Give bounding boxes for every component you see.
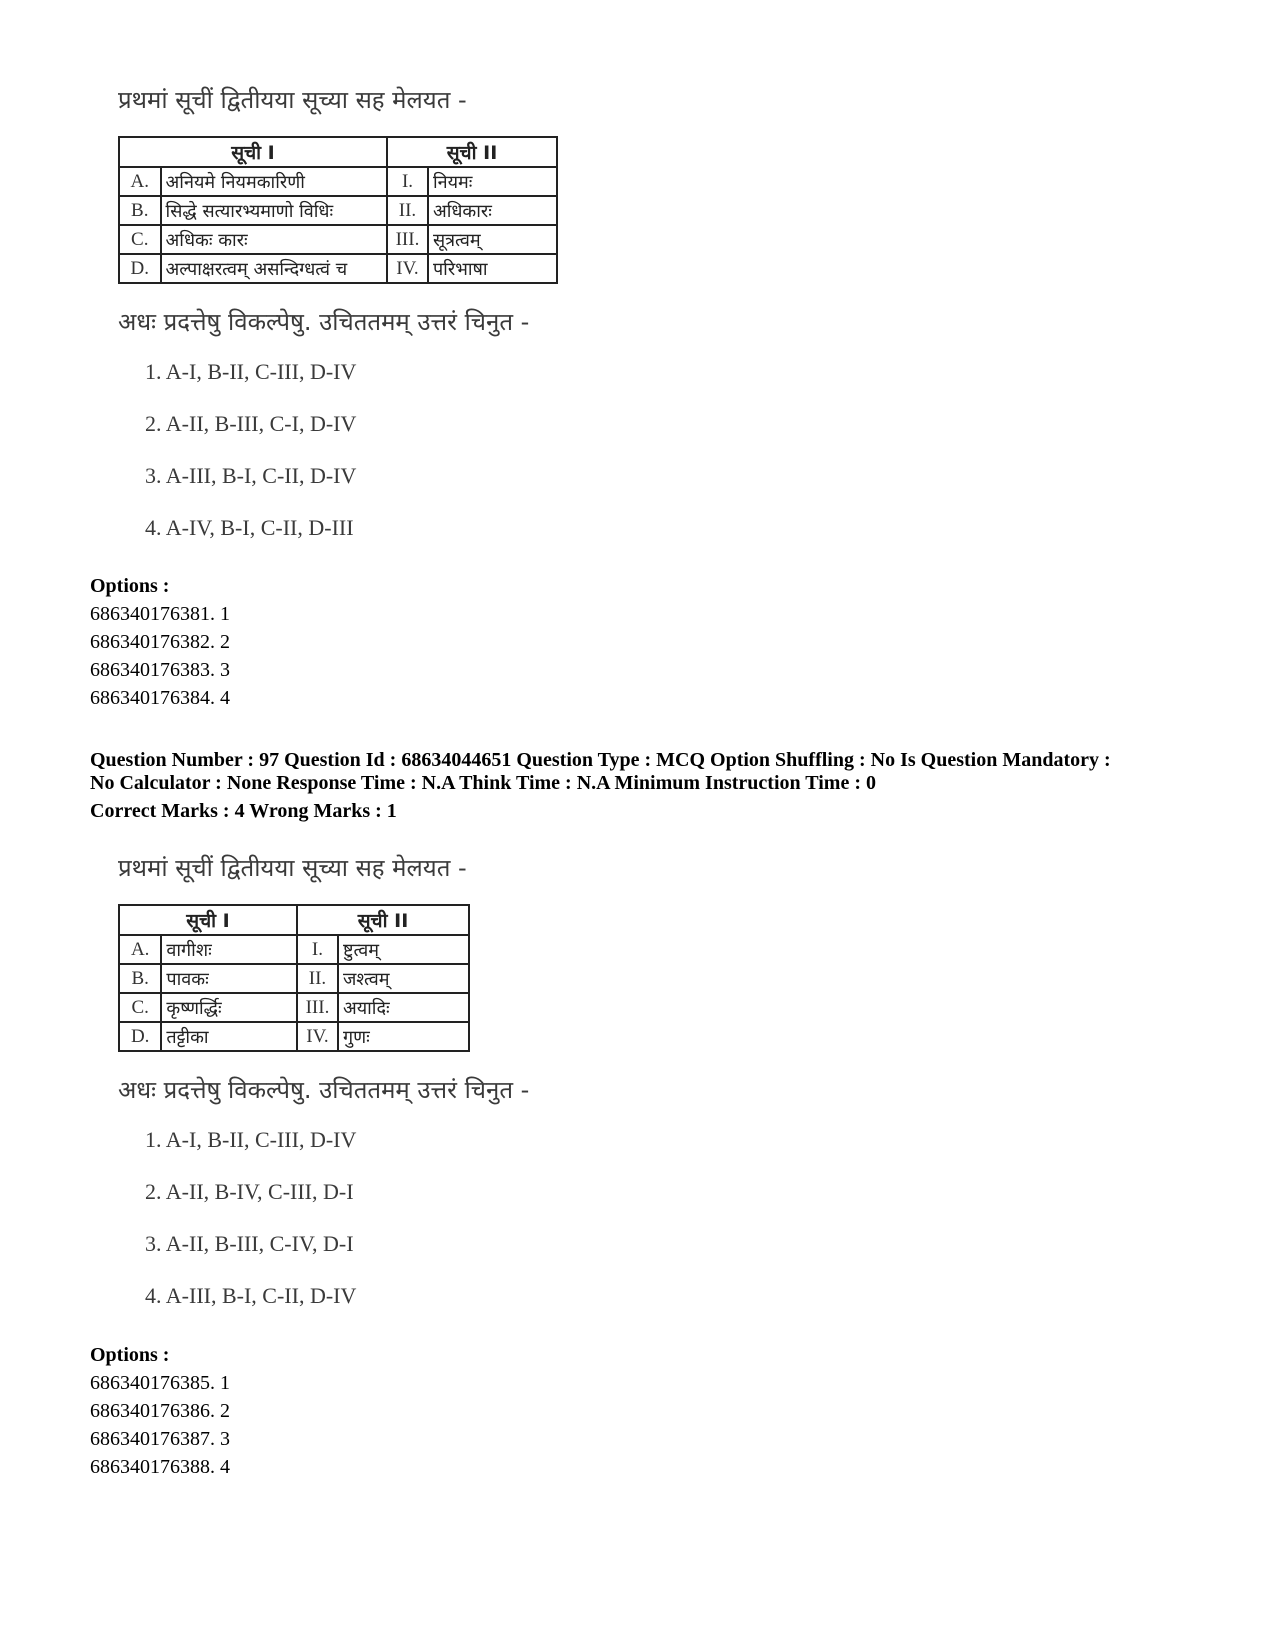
row-label-ii: II. [297,964,338,993]
choice-4: 4. A-III, B-I, C-II, D-IV [145,1283,357,1308]
choice-3: 3. A-III, B-I, C-II, D-IV [145,463,357,488]
answer-choices [118,358,558,566]
options-list-2 [90,1341,230,1481]
row-text-a: अनियमे नियमकारिणी [161,167,387,196]
row-label-d: D. [119,254,161,283]
row-label-b: B. [119,196,161,225]
table-row [119,225,557,254]
choose-instruction: अधः प्रदत्तेषु विकल्पेषु. उचिततमम् उत्तरं चिनुत - [118,1076,530,1104]
header-list-2: सूची II [297,905,469,935]
option-item: 686340176383. 3 [90,659,230,681]
option-item: 686340176387. 3 [90,1428,230,1450]
table-row [119,1022,469,1051]
question-image-2 [118,850,529,1334]
row-label-a: A. [119,935,161,964]
row-label-b: B. [119,964,161,993]
table-header-row [119,905,469,935]
choice-1: 1. A-I, B-II, C-III, D-IV [145,1127,357,1152]
row-text-i: नियमः [428,167,557,196]
choice-1: 1. A-I, B-II, C-III, D-IV [145,359,357,384]
row-label-c: C. [119,225,161,254]
options-list-1 [90,572,230,712]
row-label-iii: III. [297,993,338,1022]
row-label-iv: IV. [297,1022,338,1051]
table-header-row [119,137,557,167]
question-marks: Correct Marks : 4 Wrong Marks : 1 [90,800,397,822]
row-text-iv: गुणः [338,1022,469,1051]
row-label-iii: III. [387,225,428,254]
header-list-2: सूची II [387,137,557,167]
table-row [119,254,557,283]
row-text-b: पावकः [161,964,297,993]
choice-2: 2. A-II, B-IV, C-III, D-I [145,1179,354,1204]
options-title: Options : [90,575,170,597]
row-text-d: तट्टीका [161,1022,297,1051]
choice-2: 2. A-II, B-III, C-I, D-IV [145,411,357,436]
table-row [119,167,557,196]
row-text-i: ष्टुत्वम् [338,935,469,964]
choice-3: 3. A-II, B-III, C-IV, D-I [145,1231,354,1256]
row-text-ii: अधिकारः [428,196,557,225]
option-item: 686340176384. 4 [90,687,230,709]
table-row [119,964,469,993]
row-text-c: अधिकः कारः [161,225,387,254]
choose-instruction: अधः प्रदत्तेषु विकल्पेषु. उचिततमम् उत्तरं चिनुत - [118,308,530,336]
row-label-d: D. [119,1022,161,1051]
match-table-wrap [118,904,529,1052]
row-text-c: कृष्णर्द्धिः [161,993,297,1022]
row-text-a: वागीशः [161,935,297,964]
table-row [119,993,469,1022]
row-label-a: A. [119,167,161,196]
header-list-1: सूची I [119,137,387,167]
row-label-iv: IV. [387,254,428,283]
row-label-c: C. [119,993,161,1022]
row-text-d: अल्पाक्षरत्वम् असन्दिग्धत्वं च [161,254,387,283]
row-text-iii: अयादिः [338,993,469,1022]
match-instruction: प्रथमां सूचीं द्वितीयया सूच्या सह मेलयत - [118,854,467,882]
options-title: Options : [90,1344,170,1366]
option-item: 686340176386. 2 [90,1400,230,1422]
match-table [118,136,558,284]
option-item: 686340176382. 2 [90,631,230,653]
row-text-b: सिद्धे सत्यारभ्यमाणो विधिः [161,196,387,225]
row-label-i: I. [297,935,338,964]
row-label-ii: II. [387,196,428,225]
option-item: 686340176381. 1 [90,603,230,625]
match-table [118,904,470,1052]
question-meta-line-2: No Calculator : None Response Time : N.A Think Time : N.A Minimum Instruction Time : 0 [90,772,876,794]
question-meta-line-1: Question Number : 97 Question Id : 68634044651 Question Type : MCQ Option Shuffling : No Is Question Mandatory : [90,749,1111,771]
row-text-ii: जश्त्वम् [338,964,469,993]
option-item: 686340176388. 4 [90,1456,230,1478]
row-text-iii: सूत्रत्वम् [428,225,557,254]
table-row [119,935,469,964]
row-text-iv: परिभाषा [428,254,557,283]
question-image-1 [118,82,558,566]
table-row [119,196,557,225]
option-item: 686340176385. 1 [90,1372,230,1394]
question-meta [90,749,1190,823]
match-instruction: प्रथमां सूचीं द्वितीयया सूच्या सह मेलयत - [118,86,467,114]
choice-4: 4. A-IV, B-I, C-II, D-III [145,515,354,540]
match-table-wrap [118,136,558,284]
answer-choices [118,1126,529,1334]
row-label-i: I. [387,167,428,196]
header-list-1: सूची I [119,905,297,935]
